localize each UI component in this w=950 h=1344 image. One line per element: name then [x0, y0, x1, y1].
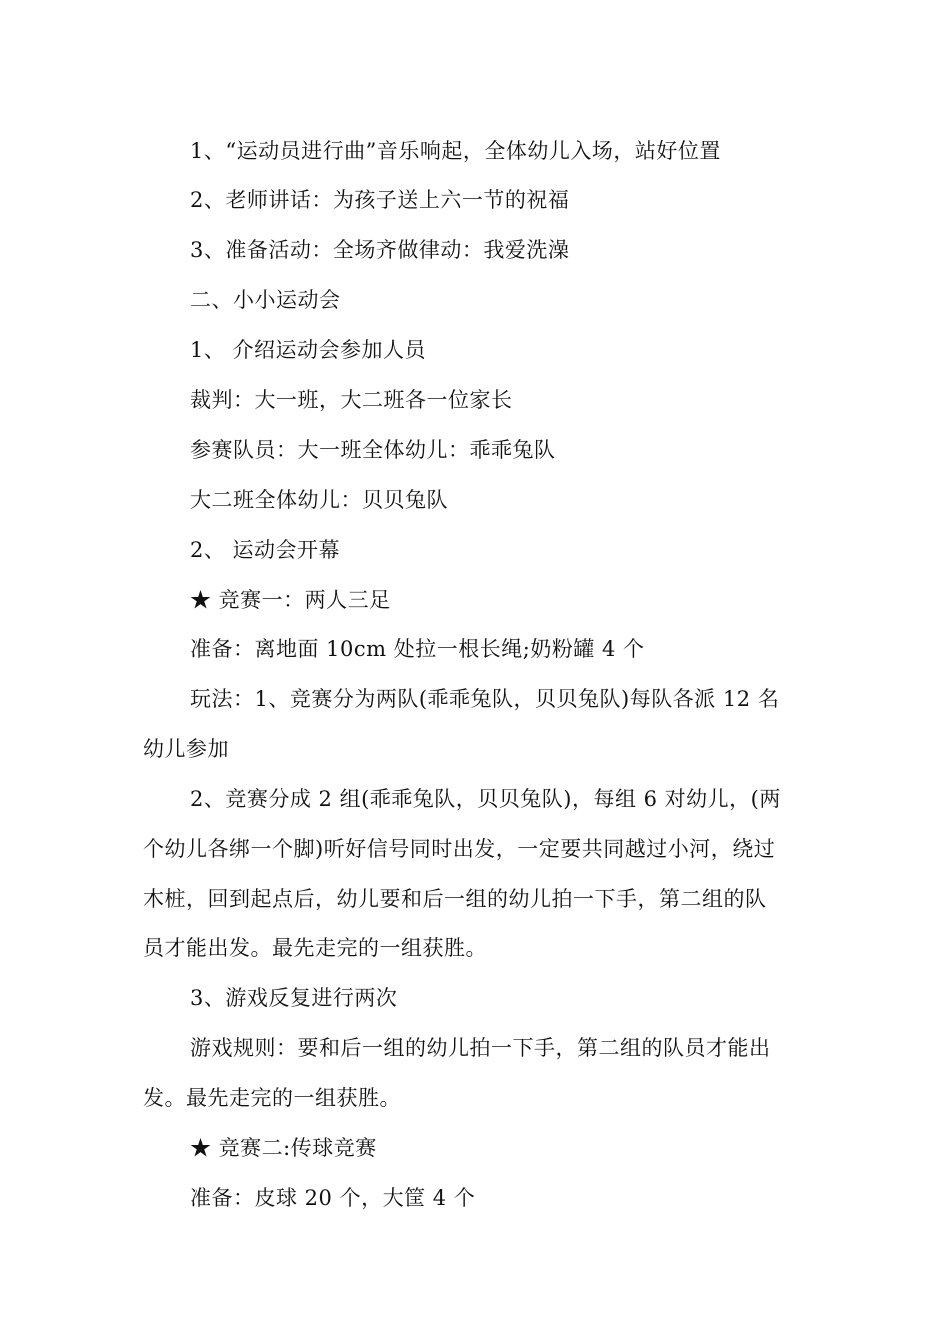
text-line: 大二班全体幼儿：贝贝兔队: [190, 488, 448, 512]
text-line: 2、老师讲话：为孩子送上六一节的祝福: [190, 188, 570, 212]
text-line: 准备：皮球 20 个，大筐 4 个: [190, 1186, 476, 1210]
text-line: 木桩，回到起点后，幼儿要和后一组的幼儿拍一下手，第二组的队: [143, 887, 767, 911]
text-line: 个幼儿各绑一个脚)听好信号同时出发，一定要共同越过小河，绕过: [143, 837, 776, 861]
text-line: 2、竞赛分成 2 组(乖乖兔队，贝贝兔队)，每组 6 对幼儿，(两: [190, 787, 781, 811]
text-line: 准备：离地面 10cm 处拉一根长绳;奶粉罐 4 个: [190, 637, 645, 661]
text-line: 幼儿参加: [143, 737, 229, 761]
text-line: 参赛队员：大一班全体幼儿：乖乖兔队: [190, 438, 556, 462]
subsection-heading: ★ 竞赛二:传球竞赛: [190, 1136, 377, 1160]
text-line: 2、 运动会开幕: [190, 538, 341, 562]
text-line: 裁判：大一班，大二班各一位家长: [190, 388, 513, 412]
text-line: 员才能出发。最先走完的一组获胜。: [143, 936, 487, 960]
text-line: 3、准备活动：全场齐做律动：我爱洗澡: [190, 238, 570, 262]
text-line: 玩法：1、竞赛分为两队(乖乖兔队，贝贝兔队)每队各派 12 名: [190, 687, 780, 711]
text-line: 1、 介绍运动会参加人员: [190, 338, 427, 362]
text-line: 1、“运动员进行曲”音乐响起，全体幼儿入场，站好位置: [190, 139, 721, 163]
subsection-heading: ★ 竞赛一：两人三足: [190, 588, 391, 612]
section-heading: 二、小小运动会: [190, 288, 341, 312]
text-line: 游戏规则：要和后一组的幼儿拍一下手，第二组的队员才能出: [190, 1036, 771, 1060]
text-line: 发。最先走完的一组获胜。: [143, 1086, 401, 1110]
text-line: 3、游戏反复进行两次: [190, 986, 398, 1010]
